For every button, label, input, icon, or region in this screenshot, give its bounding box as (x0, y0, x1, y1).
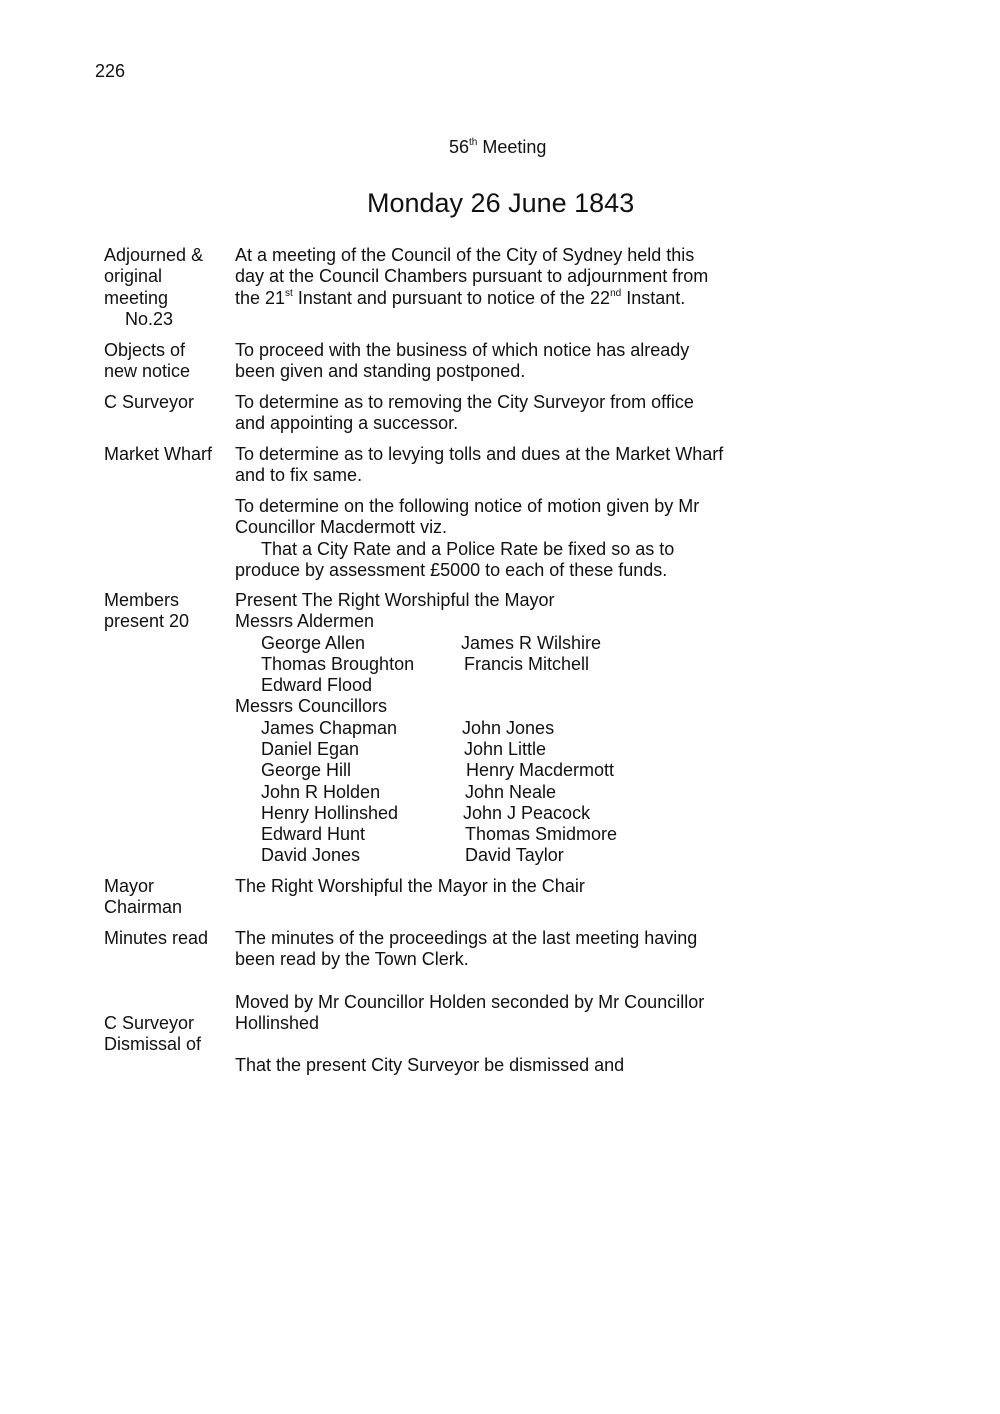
paragraph-adjourned (235, 245, 708, 309)
paragraph-objects (235, 340, 689, 383)
margin-line: original (104, 266, 163, 287)
margin-line: Mayor (104, 876, 155, 896)
councillor-name: Henry Hollinshed (261, 803, 399, 823)
margin-line: Members (104, 590, 180, 610)
councillor-name: David Taylor (465, 845, 564, 865)
margin-line: No.23 (125, 308, 174, 329)
councillor-name: David Jones (261, 845, 361, 865)
text-line: produce by assessment £5000 to each of these funds. (235, 559, 668, 580)
page-number: 226 (95, 61, 126, 81)
meeting-word: Meeting (482, 137, 547, 157)
paragraph-moved (235, 992, 704, 1035)
chair-line: The Right Worshipful the Mayor in the Chair (235, 876, 585, 896)
councillor-name: John Little (464, 739, 547, 759)
paragraph-wharf (235, 444, 723, 487)
text-line: To determine as to levying tolls and dues at the Market Wharf (235, 444, 724, 464)
councillor-name: Daniel Egan (261, 739, 360, 759)
margin-line: Dismissal of (104, 1034, 202, 1055)
text-fragment: Instant. (621, 287, 686, 308)
meeting-heading (449, 137, 546, 158)
margin-line: meeting (104, 287, 169, 308)
councillor-name: John Jones (462, 718, 555, 738)
text-line (235, 288, 708, 309)
text-line: That a City Rate and a Police Rate be fixed so as to (261, 538, 675, 559)
margin-note-members (104, 590, 189, 633)
ordinal-suffix: nd (610, 287, 622, 299)
margin-note-dismissal (104, 1013, 201, 1056)
aldermen-heading: Messrs Aldermen (235, 611, 375, 631)
paragraph-surveyor (235, 392, 694, 435)
councillor-name: George Hill (261, 760, 352, 780)
margin-note-minutes: Minutes read (104, 928, 209, 948)
margin-line: C Surveyor (104, 1013, 195, 1033)
resolution-line: That the present City Surveyor be dismissed and (235, 1055, 625, 1075)
text-line: been read by the Town Clerk. (235, 949, 469, 970)
councillors-heading: Messrs Councillors (235, 696, 388, 716)
present-line: Present The Right Worshipful the Mayor (235, 590, 555, 610)
councillor-name: John R Holden (261, 782, 381, 802)
margin-line: Chairman (104, 897, 183, 918)
meeting-ordinal-suffix: th (469, 137, 478, 148)
text-line: Councillor Macdermott viz. (235, 517, 448, 538)
alderman-name: Edward Flood (261, 675, 373, 695)
text-line: To proceed with the business of which notice has already (235, 340, 690, 360)
ordinal-suffix: st (285, 287, 293, 299)
text-line: and appointing a successor. (235, 413, 459, 434)
text-line: The minutes of the proceedings at the last meeting having (235, 928, 698, 948)
date-title: Monday 26 June 1843 (367, 188, 635, 218)
councillor-name: Thomas Smidmore (465, 824, 618, 844)
paragraph-rate-motion (235, 496, 699, 581)
margin-line: new notice (104, 361, 191, 382)
margin-line: Objects of (104, 340, 186, 360)
text-line: Moved by Mr Councillor Holden seconded by Mr Councillor (235, 992, 705, 1012)
text-line: To determine as to removing the City Surveyor from office (235, 392, 694, 412)
meeting-number: 56 (449, 137, 470, 157)
councillor-name: Edward Hunt (261, 824, 366, 844)
text-line: At a meeting of the Council of the City of Sydney held this (235, 245, 695, 265)
alderman-name: James R Wilshire (461, 633, 602, 653)
text-line: Hollinshed (235, 1013, 320, 1034)
margin-note-mayor (104, 876, 182, 919)
margin-note-surveyor: C Surveyor (104, 392, 195, 412)
text-line: been given and standing postponed. (235, 361, 526, 382)
councillor-name: John J Peacock (463, 803, 591, 823)
text-fragment: the 21 (235, 287, 286, 308)
margin-line: Adjourned & (104, 245, 204, 265)
margin-note-wharf: Market Wharf (104, 444, 213, 464)
paragraph-minutes (235, 928, 697, 971)
margin-note-objects (104, 340, 190, 383)
text-line: and to fix same. (235, 465, 363, 486)
margin-note-adjourned (104, 245, 203, 330)
councillor-name: Henry Macdermott (466, 760, 615, 780)
councillor-name: James Chapman (261, 718, 398, 738)
alderman-name: George Allen (261, 633, 366, 653)
alderman-name: Thomas Broughton (261, 654, 415, 674)
councillor-name: John Neale (465, 782, 557, 802)
text-line: day at the Council Chambers pursuant to adjournment from (235, 266, 709, 287)
margin-line: present 20 (104, 611, 190, 632)
text-line: To determine on the following notice of motion given by Mr (235, 496, 700, 516)
text-fragment: Instant and pursuant to notice of the 22 (292, 287, 611, 308)
alderman-name: Francis Mitchell (464, 654, 590, 674)
